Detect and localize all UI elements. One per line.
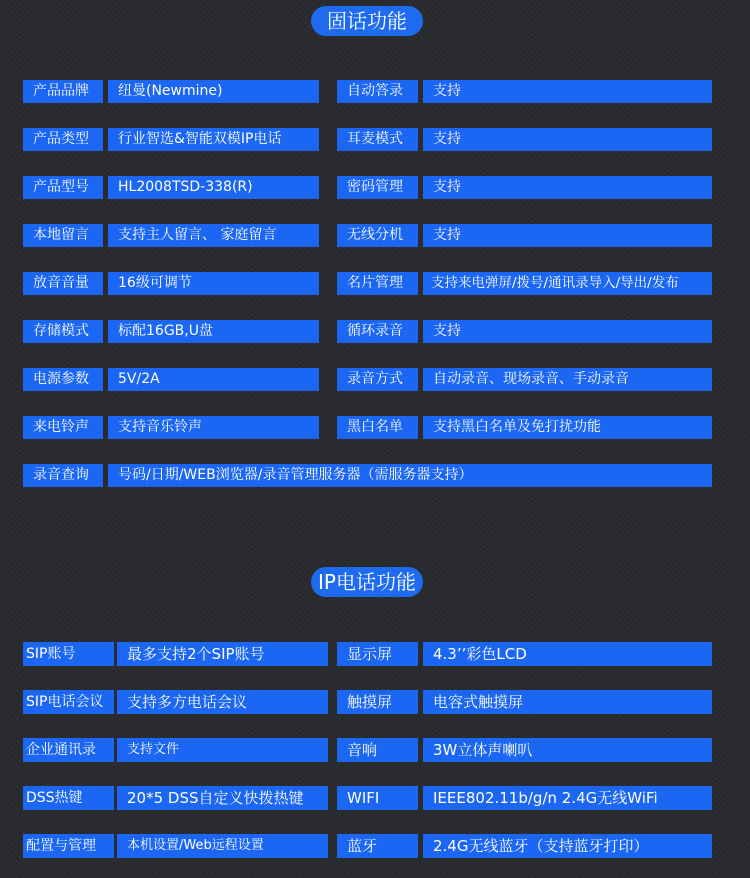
spec-label: 产品品牌 [23, 80, 103, 103]
spec-label: 配置与管理 [23, 834, 114, 858]
spec-value: 最多支持2个SIP账号 [117, 642, 328, 666]
spec-value: 本机设置/Web远程设置 [117, 834, 328, 858]
spec-value: HL2008TSD-338(R) [108, 176, 319, 199]
spec-value: 支持 [423, 320, 712, 343]
spec-label: 密码管理 [337, 176, 418, 199]
spec-value: 5V/2A [108, 368, 319, 391]
spec-value: 纽曼(Newmine) [108, 80, 319, 103]
spec-value: 支持来电弹屏/拨号/通讯录导入/导出/发布 [423, 272, 712, 295]
spec-value: 支持文件 [117, 738, 328, 762]
spec-value: 支持 [423, 224, 712, 247]
spec-label: 黑白名单 [337, 416, 418, 439]
spec-label: 耳麦模式 [337, 128, 418, 151]
spec-value: 号码/日期/WEB浏览器/录音管理服务器（需服务器支持） [108, 464, 712, 487]
spec-label: 音响 [337, 738, 418, 762]
spec-value: 支持音乐铃声 [108, 416, 319, 439]
spec-label: WIFI [337, 786, 418, 810]
spec-label: 录音方式 [337, 368, 418, 391]
spec-value: 支持黑白名单及免打扰功能 [423, 416, 712, 439]
spec-label: DSS热键 [23, 786, 114, 810]
spec-value: 支持主人留言、 家庭留言 [108, 224, 319, 247]
spec-label: 电源参数 [23, 368, 103, 391]
spec-label: SIP账号 [23, 642, 114, 666]
spec-label: 录音查询 [23, 464, 103, 487]
spec-value: 支持 [423, 80, 712, 103]
spec-value: 支持 [423, 128, 712, 151]
section-title-ip-phone: IP电话功能 [311, 567, 423, 597]
spec-label: 触摸屏 [337, 690, 418, 714]
spec-label: 循环录音 [337, 320, 418, 343]
spec-value: 20*5 DSS自定义快拨热键 [117, 786, 328, 810]
section-title-fixed-phone: 固话功能 [311, 6, 423, 36]
spec-value: 自动录音、现场录音、手动录音 [423, 368, 712, 391]
spec-label: 蓝牙 [337, 834, 418, 858]
spec-value: 3W立体声喇叭 [423, 738, 712, 762]
spec-label: 自动答录 [337, 80, 418, 103]
spec-label: SIP电话会议 [23, 690, 114, 714]
spec-label: 企业通讯录 [23, 738, 114, 762]
spec-value: 支持多方电话会议 [117, 690, 328, 714]
spec-value: IEEE802.11b/g/n 2.4G无线WiFi [423, 786, 712, 810]
spec-label: 显示屏 [337, 642, 418, 666]
spec-label: 产品型号 [23, 176, 103, 199]
spec-value: 2.4G无线蓝牙（支持蓝牙打印） [423, 834, 712, 858]
spec-value: 行业智选&智能双模IP电话 [108, 128, 319, 151]
spec-value: 电容式触摸屏 [423, 690, 712, 714]
spec-label: 存储模式 [23, 320, 103, 343]
spec-label: 本地留言 [23, 224, 103, 247]
spec-value: 标配16GB,U盘 [108, 320, 319, 343]
spec-value: 16级可调节 [108, 272, 319, 295]
spec-label: 产品类型 [23, 128, 103, 151]
spec-label: 无线分机 [337, 224, 418, 247]
spec-label: 来电铃声 [23, 416, 103, 439]
spec-label: 放音音量 [23, 272, 103, 295]
spec-value: 支持 [423, 176, 712, 199]
spec-label: 名片管理 [337, 272, 418, 295]
spec-value: 4.3’’彩色LCD [423, 642, 712, 666]
